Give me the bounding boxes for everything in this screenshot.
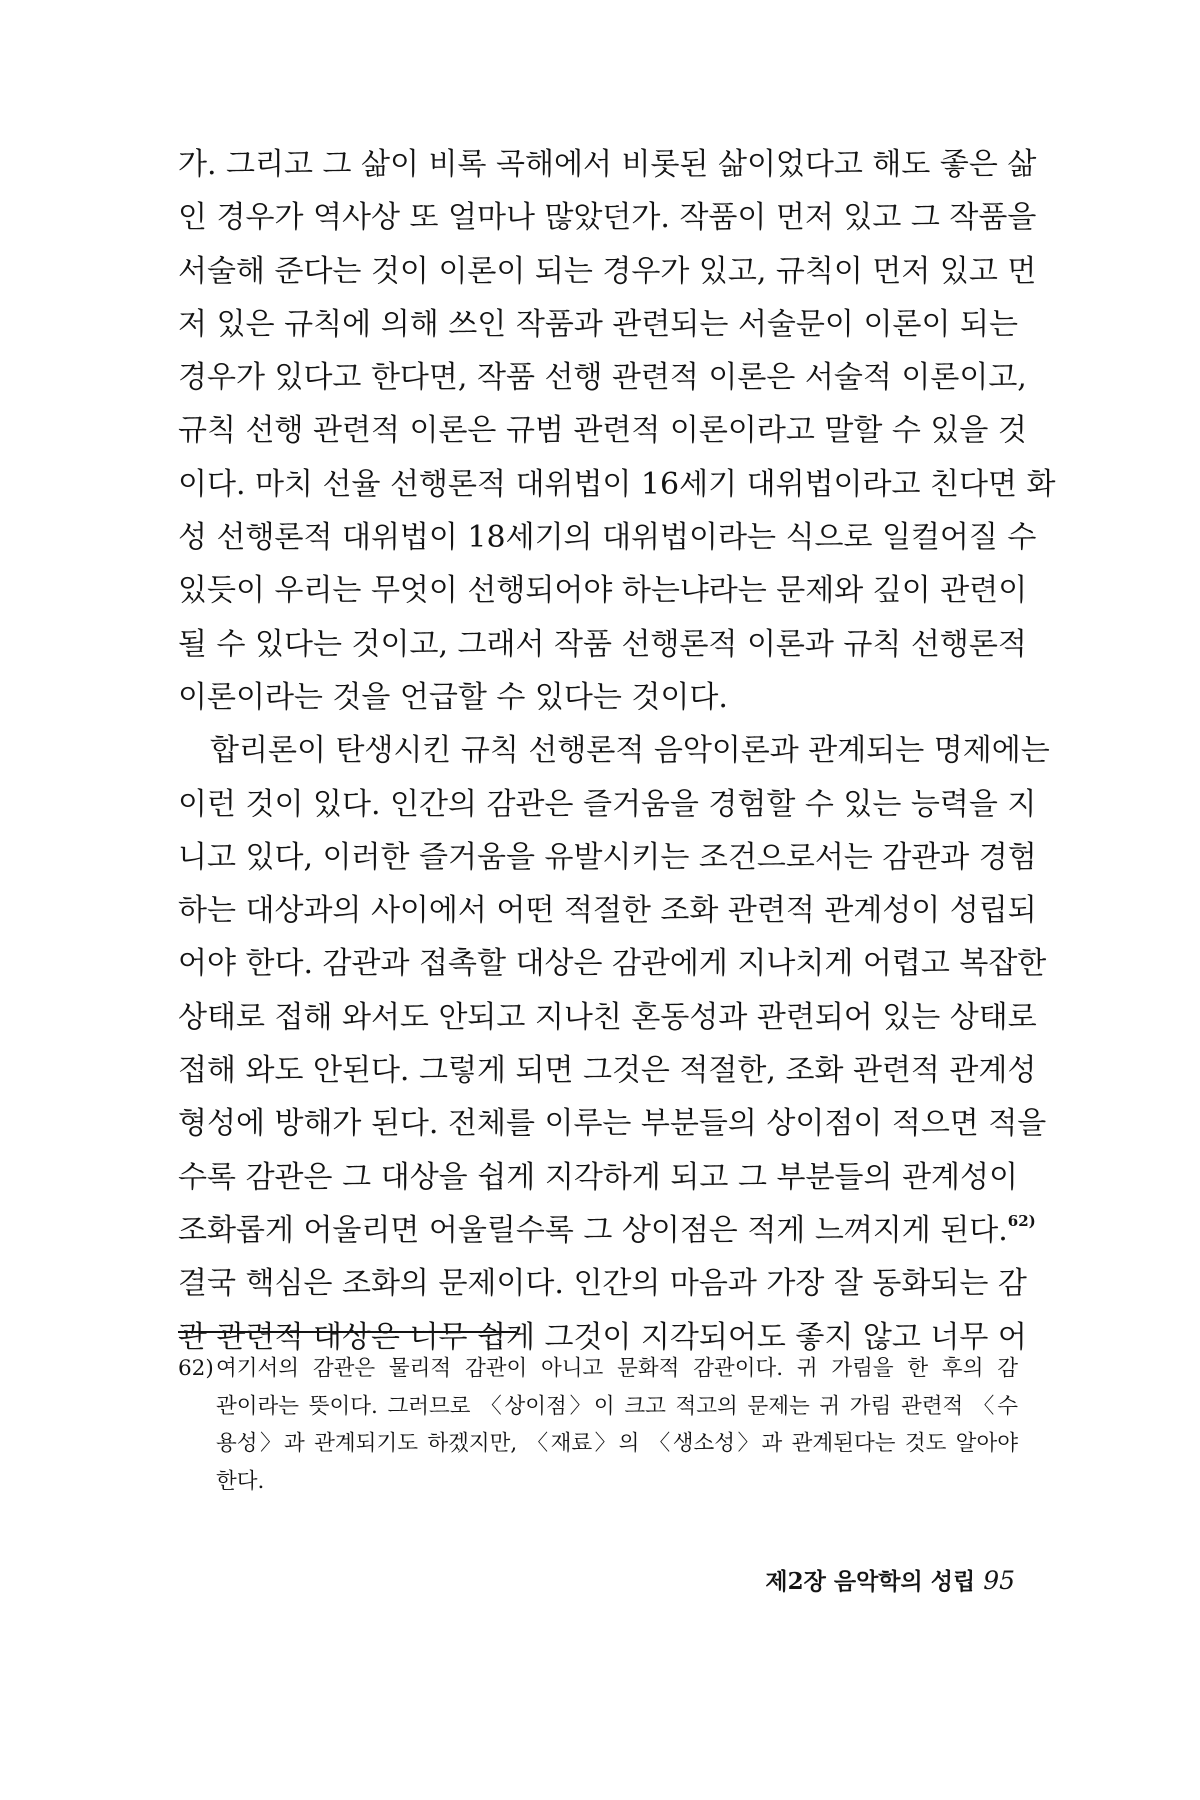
text-line: 될 수 있다는 것이고, 그래서 작품 선행론적 이론과 규칙 선행론적 <box>178 626 1027 662</box>
text-line: 가. 그리고 그 삶이 비록 곡해에서 비롯된 삶이었다고 해도 좋은 삶 <box>178 147 1037 182</box>
footnote-line <box>178 1350 1018 1388</box>
text-line: 서술해 준다는 것이 이론이 되는 경우가 있고, 규칙이 먼저 있고 먼 <box>178 253 1037 289</box>
text-line: 규칙 선행 관련적 이론은 규범 관련적 이론이라고 말할 수 있을 것 <box>178 413 1027 449</box>
text-line: 접해 와도 안된다. 그렇게 되면 그것은 적절한, 조화 관련적 관계성 <box>178 1053 1037 1089</box>
text-line: 이다. 마치 선율 선행론적 대위법이 16세기 대위법이라고 친다면 화 <box>178 466 1056 502</box>
text-line: 어야 한다. 감관과 접촉할 대상은 감관에게 지나치게 어렵고 복잡한 <box>178 946 1047 982</box>
footnote-divider <box>178 1331 516 1333</box>
text-line: 이런 것이 있다. 인간의 감관은 즐거움을 경험할 수 있는 능력을 지 <box>178 786 1037 822</box>
text-line: 결국 핵심은 조화의 문제이다. 인간의 마음과 가장 잘 동화되는 감 <box>178 1266 1027 1302</box>
chapter-title: 제2장 음악학의 성립 <box>765 1568 976 1595</box>
footnote <box>178 1350 1018 1500</box>
footnote-text: 여기서의 감관은 물리적 감관이 아니고 문화적 감관이다. 귀 가림을 한 후의 감 <box>216 1356 1018 1381</box>
text-line: 하는 대상과의 사이에서 어떤 적절한 조화 관련적 관계성이 성립되 <box>178 893 1037 929</box>
paragraph-start-line: 합리론이 탄생시킨 규칙 선행론적 음악이론과 관계되는 명제에는 <box>210 733 1050 769</box>
footnote-line: 한다. <box>216 1468 265 1494</box>
text-line: 니고 있다, 이러한 즐거움을 유발시키는 조건으로서는 감관과 경험 <box>178 839 1037 875</box>
text-line: 형성에 방해가 된다. 전체를 이루는 부분들의 상이점이 적으면 적을 <box>178 1106 1047 1142</box>
text-line: 저 있은 규칙에 의해 쓰인 작품과 관련되는 서술문이 이론이 되는 <box>178 306 1018 342</box>
text-line-with-footnote <box>178 1204 1036 1257</box>
text-line: 경우가 있다고 한다면, 작품 선행 관련적 이론은 서술적 이론이고, <box>178 360 1027 396</box>
footnote-number: 62) <box>178 1356 214 1381</box>
text-line-content: 조화롭게 어울리면 어울릴수록 그 상이점은 적게 느껴지게 된다. <box>178 1212 1008 1248</box>
text-line: 성 선행론적 대위법이 18세기의 대위법이라는 식으로 일컬어질 수 <box>178 520 1037 556</box>
body-text <box>178 138 1056 1364</box>
page-number: 95 <box>983 1566 1015 1595</box>
running-footer <box>765 1563 1015 1596</box>
text-line: 이론이라는 것을 언급할 수 있다는 것이다. <box>178 679 728 715</box>
text-line: 있듯이 우리는 무엇이 선행되어야 하는냐라는 문제와 깊이 관련이 <box>178 573 1028 609</box>
text-line: 인 경우가 역사상 또 얼마나 많았던가. 작품이 먼저 있고 그 작품을 <box>178 200 1037 236</box>
text-line: 상태로 접해 와서도 안되고 지나친 혼동성과 관련되어 있는 상태로 <box>178 999 1037 1035</box>
text-line: 관 관련적 대상은 너무 쉽게 그것이 지각되어도 좋지 않고 너무 어 <box>178 1319 1027 1355</box>
footnote-reference[interactable]: 62) <box>1007 1211 1036 1230</box>
text-line: 수록 감관은 그 대상을 쉽게 지각하게 되고 그 부분들의 관계성이 <box>178 1159 1018 1195</box>
footnote-line: 용성〉과 관계되기도 하겠지만, 〈재료〉의 〈생소성〉과 관계된다는 것도 알아야 <box>216 1431 1018 1456</box>
footnote-line: 관이라는 뜻이다. 그러므로 〈상이점〉이 크고 적고의 문제는 귀 가림 관련적 〈수 <box>216 1393 1018 1419</box>
